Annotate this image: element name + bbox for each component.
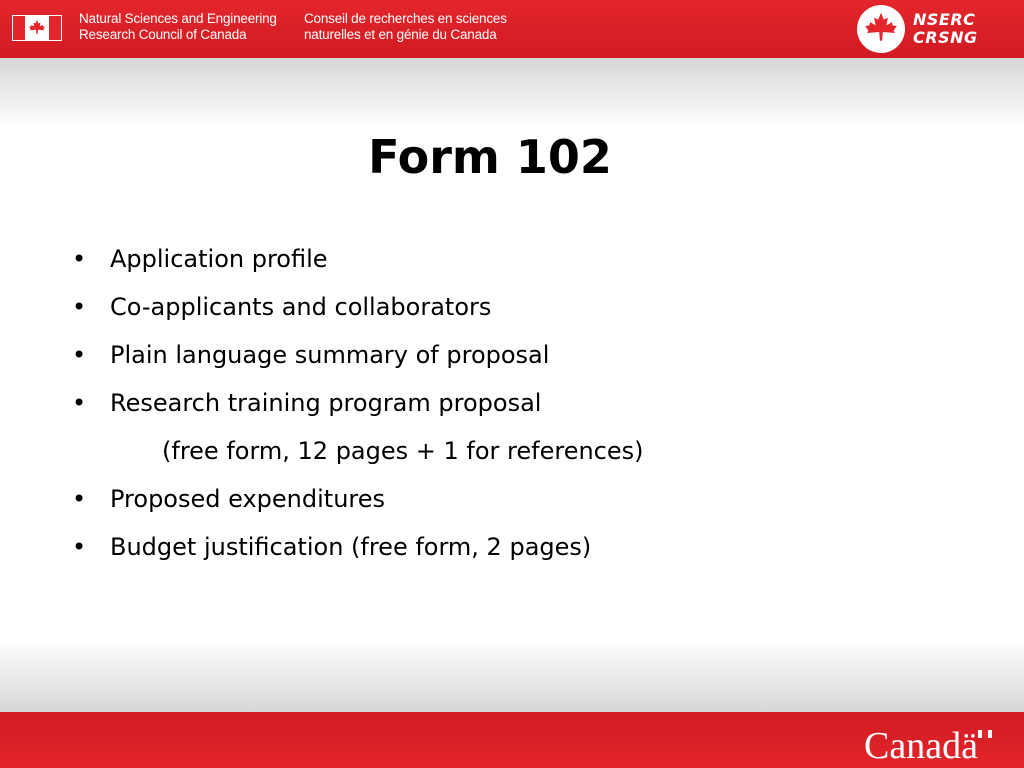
slide-title: Form 102: [368, 130, 612, 184]
list-item-text: Research training program proposal: [110, 389, 542, 417]
list-item-text: Application profile: [110, 245, 328, 273]
bullet-icon: •: [72, 341, 87, 369]
logo-line-nserc: NSERC: [913, 10, 976, 29]
bullet-icon: •: [72, 389, 87, 417]
list-item-text: Budget justification (free form, 2 pages): [110, 533, 592, 561]
list-item-text: (free form, 12 pages + 1 for references): [162, 437, 644, 465]
footer-shadow: [0, 640, 1024, 712]
org-name-english: [79, 11, 277, 43]
canada-wordmark: Canadä: [864, 725, 978, 767]
header-bar: [0, 0, 1024, 58]
maple-leaf-logo-icon: [857, 5, 905, 53]
org-name-french-line2: naturelles et en génie du Canada: [304, 27, 497, 42]
canada-flag-icon: [12, 15, 62, 41]
bullet-icon: •: [72, 485, 87, 513]
bullet-icon: •: [72, 245, 87, 273]
org-name-french-line1: Conseil de recherches en sciences: [304, 11, 507, 26]
list-item-text: Plain language summary of proposal: [110, 341, 550, 369]
wordmark-flag-icon: [978, 730, 992, 738]
org-name-french: [304, 11, 507, 43]
list-item-text: Proposed expenditures: [110, 485, 386, 513]
header-shadow: [0, 58, 1024, 128]
bullet-icon: •: [72, 533, 87, 561]
nserc-logo-text: [913, 11, 978, 47]
org-name-english-line2: Research Council of Canada: [79, 27, 247, 42]
list-item-text: Co-applicants and collaborators: [110, 293, 492, 321]
logo-line-crsng: CRSNG: [913, 28, 978, 47]
bullet-icon: •: [72, 293, 87, 321]
org-name-english-line1: Natural Sciences and Engineering: [79, 11, 277, 26]
